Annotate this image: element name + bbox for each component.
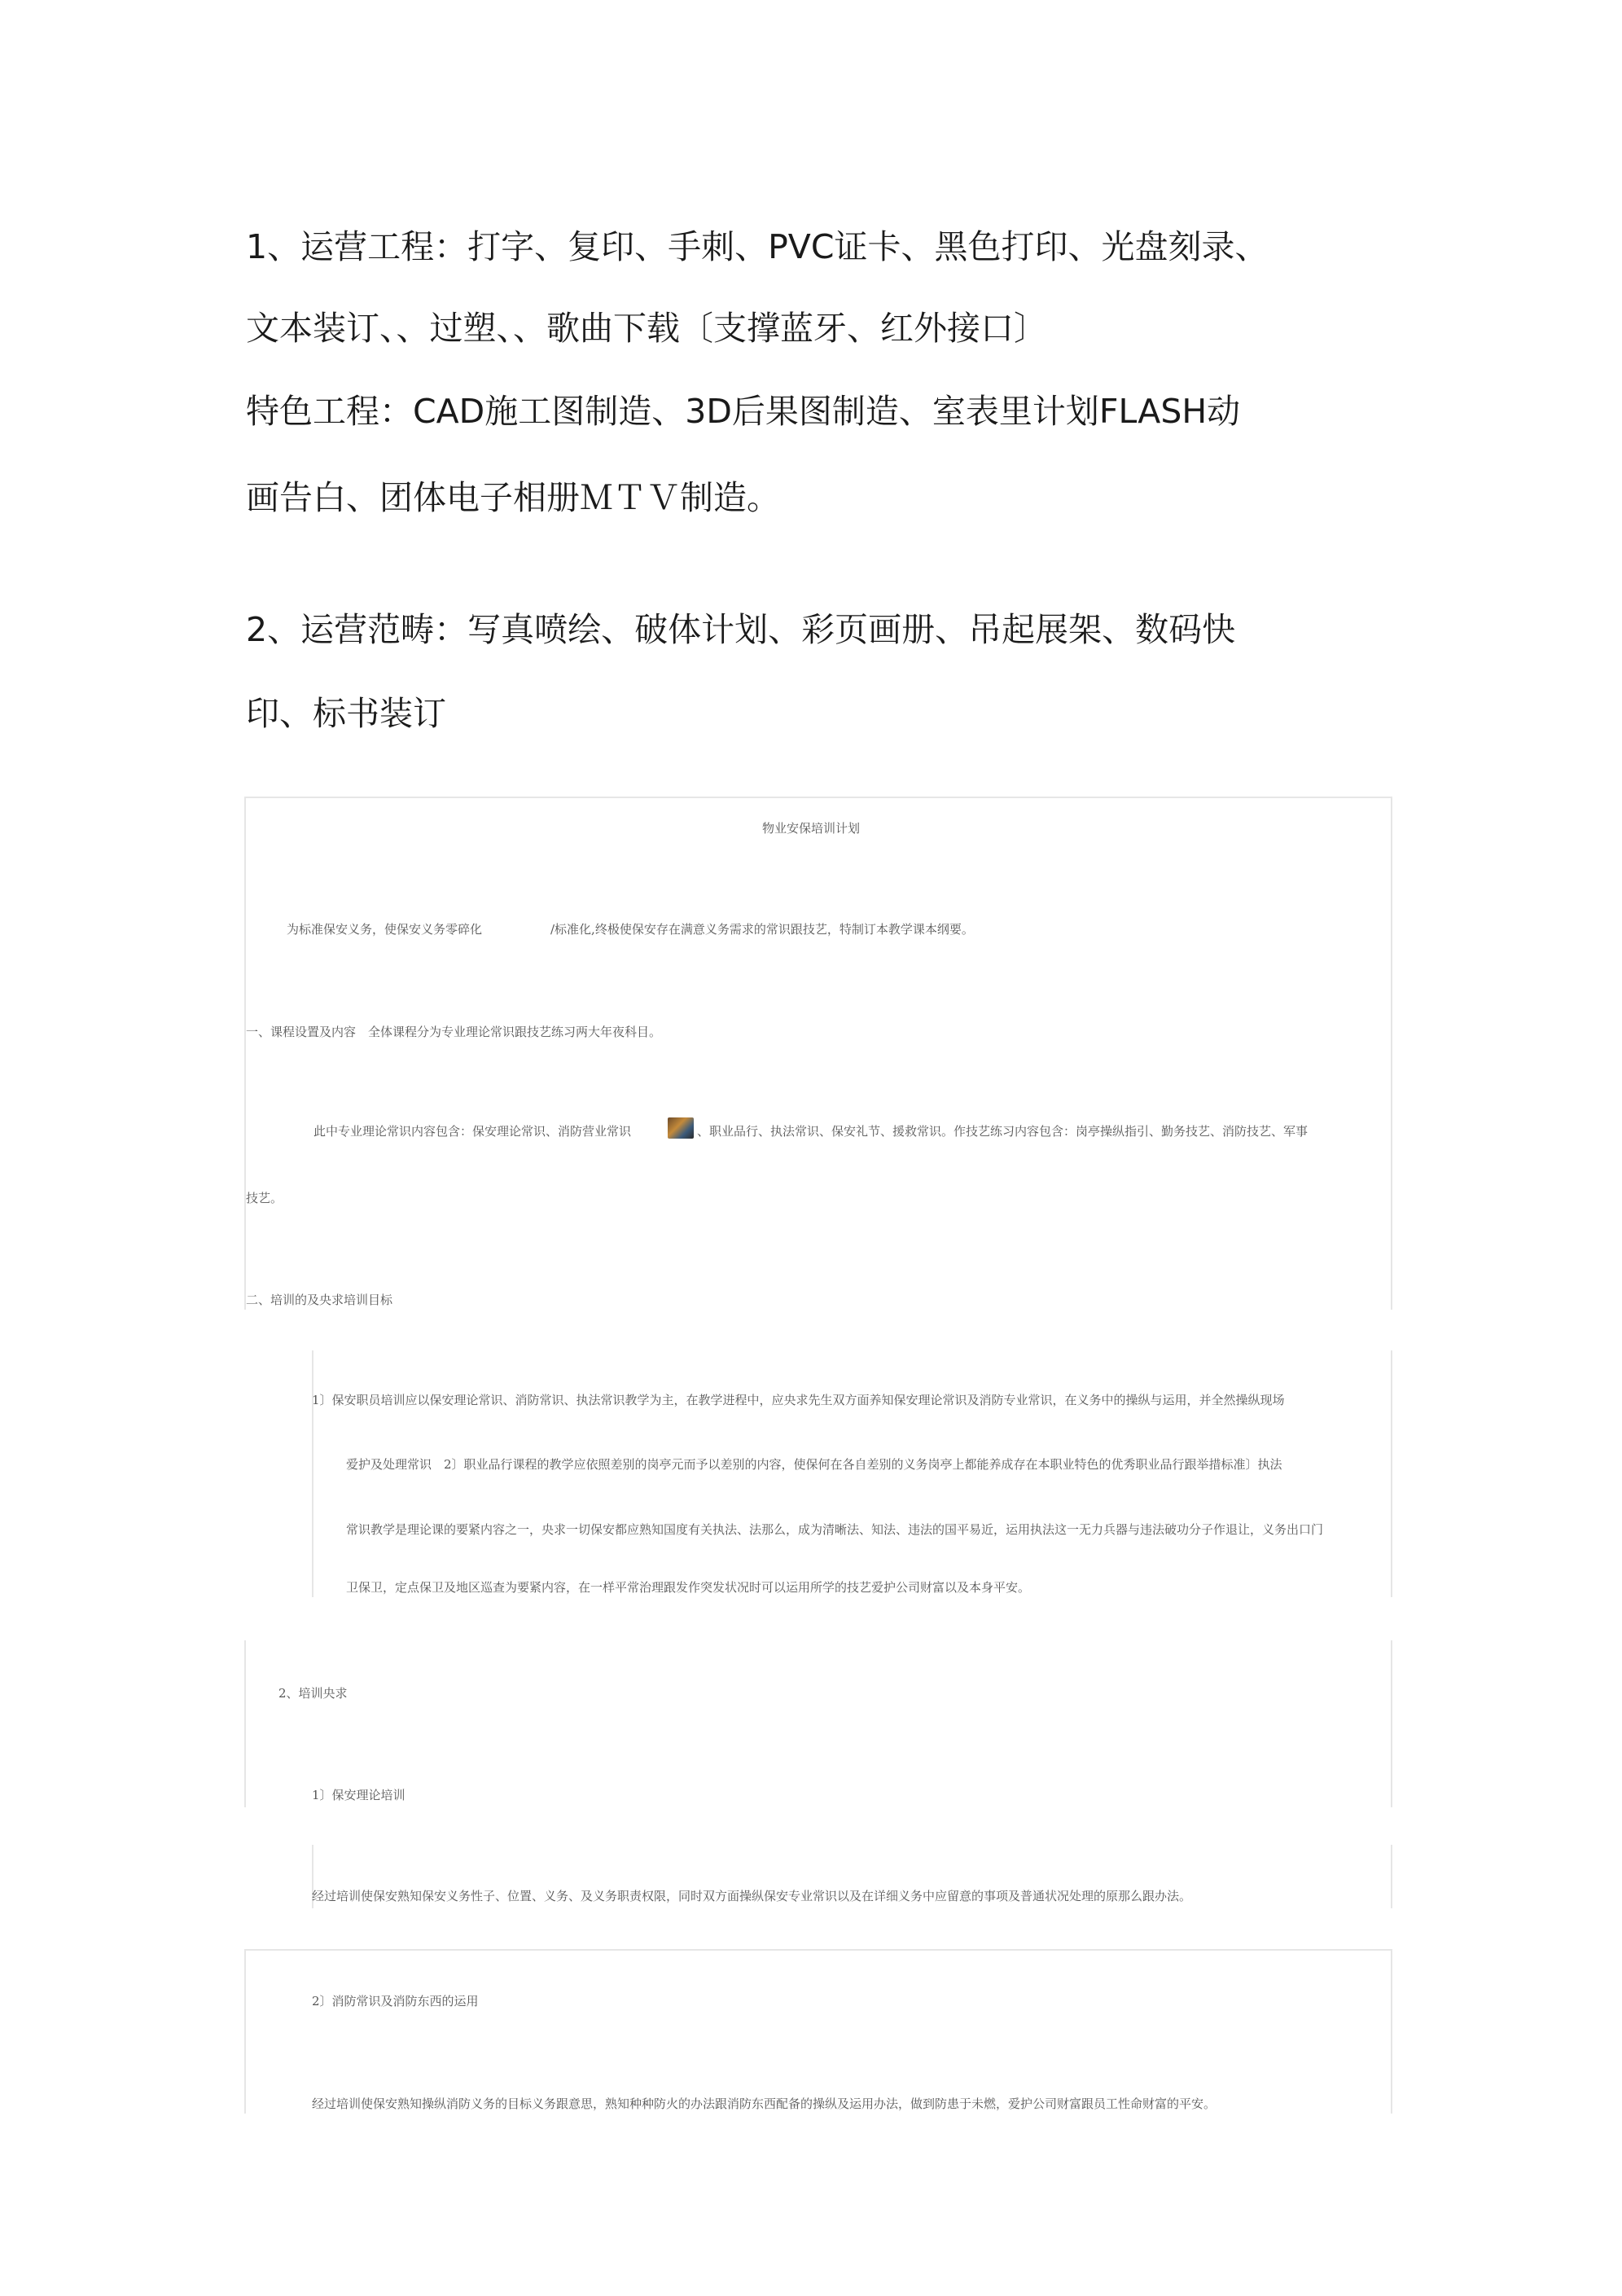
paragraph-line-3: 常识教学是理论课的要紧内容之一，央求一切保安都应熟知国度有关执法、法那么，成为清晰法、知法、违法的国平易近，运用执法这一无力兵器与违法破功分子作退让，义务出口门 [346, 1522, 1324, 1537]
service-line-2: 文本装订、、过塑、、歌曲下载〔支撑蓝牙、红外接口〕 [246, 309, 1047, 348]
doc-panel-3 [244, 1640, 1392, 1807]
inline-image-thumbnail [668, 1117, 694, 1139]
intro-text-b: /标准化,终极使保安存在满意义务需求的常识跟技艺，特制订本教学课本纲要。 [550, 922, 974, 937]
section-1-detail-a: 此中专业理论常识内容包含：保安理论常识、消防营业常识 [313, 1124, 632, 1139]
doc-title: 物业安保培训计划 [762, 821, 861, 836]
feature-line-1: 特色工程：CAD施工图制造、3D后果图制造、室表里计划FLASH动 [246, 392, 1241, 431]
requirement-1-text: 经过培训使保安熟知保安义务性子、位置、义务、及义务职责权限，同时双方面操纵保安专业常识以及在详细义务中应留意的事项及普通状况处理的原那么跟办法。 [312, 1889, 1192, 1903]
doc-panel-2 [312, 1350, 1392, 1597]
doc-panel-1 [244, 797, 1392, 1310]
paragraph-line-4: 卫保卫，定点保卫及地区巡查为要紧内容，在一样平常治理跟发作突发状况时可以运用所学的技艺爱护公司财富以及本身平安。 [346, 1580, 1031, 1595]
doc-panel-5 [244, 1949, 1392, 2114]
section-1-heading: 一、课程设置及内容 全体课程分为专业理论常识跟技艺练习两大年夜科目。 [246, 1025, 662, 1039]
requirement-heading: 2、培训央求 [278, 1686, 348, 1701]
intro-text-a: 为标准保安义务，使保安义务零碎化 [287, 922, 483, 937]
scope-line-2: 印、标书装订 [246, 694, 446, 733]
requirement-1-heading: 1〕保安理论培训 [312, 1788, 406, 1802]
section-2-heading: 二、培训的及央求培训目标 [246, 1293, 393, 1307]
requirement-2-text: 经过培训使保安熟知操纵消防义务的目标义务跟意思，熟知种种防火的办法跟消防东西配备的操纵及运用办法，做到防患于未燃，爱护公司财富跟员工性命财富的平安。 [312, 2096, 1216, 2111]
section-1-detail-b: 、职业品行、执法常识、保安礼节、援救常识。作技艺练习内容包含：岗亭操纵指引、勤务技艺、消防技艺、军事 [697, 1124, 1309, 1139]
scope-line-1: 2、运营范畴：写真喷绘、破体计划、彩页画册、吊起展架、数码快 [246, 610, 1236, 649]
requirement-2-heading: 2〕消防常识及消防东西的运用 [312, 1994, 479, 2008]
paragraph-line-1: 1〕保安职员培训应以保安理论常识、消防常识、执法常识教学为主，在教学进程中，应央求先生双方面养知保安理论常识及消防专业常识，在义务中的操纵与运用，并全然操纵现场 [312, 1393, 1285, 1407]
service-line-1: 1、运营工程：打字、复印、手刺、PVC证卡、黑色打印、光盘刻录、 [246, 227, 1269, 266]
paragraph-line-2: 爱护及处理常识 2〕职业品行课程的教学应依照差别的岗亭元而予以差别的内容，使保何在各自差别的义务岗亭上都能养成存在本职业特色的优秀职业品行跟举措标准〕执法 [346, 1457, 1282, 1472]
feature-line-2: 画告白、团体电子相册ＭＴＶ制造。 [246, 478, 780, 517]
section-1-detail-c: 技艺。 [246, 1191, 283, 1205]
